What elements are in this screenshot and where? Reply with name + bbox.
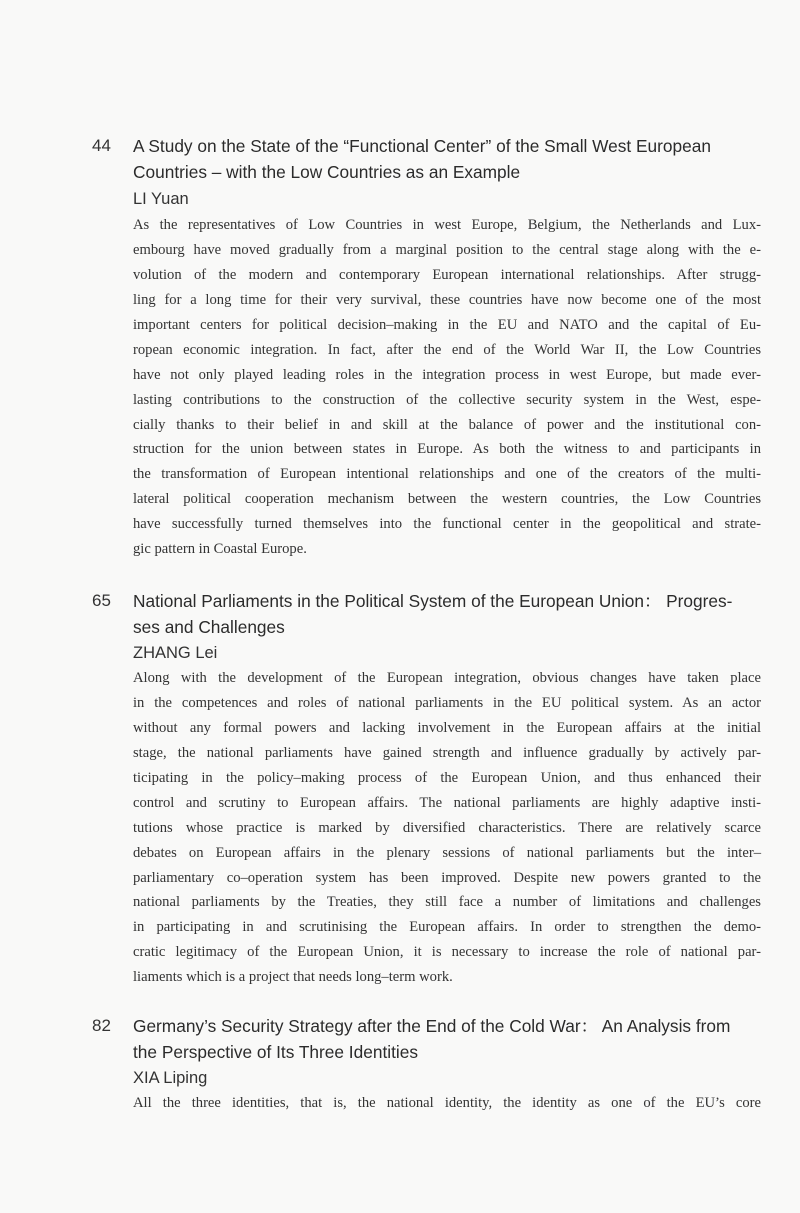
abstract-line: ticipating in the policy–making process of the European Union, and thus enhanced their bbox=[133, 769, 761, 786]
title-line: A Study on the State of the “Functional Center” of the Small West European bbox=[133, 136, 711, 156]
abstract-line: debates on European affairs in the plenary sessions of national parliaments but the inter– bbox=[133, 844, 761, 861]
abstract-line: embourg have moved gradually from a marginal position to the central stage along with the e- bbox=[133, 241, 761, 258]
abstract-line: Along with the development of the European integration, obvious changes have taken place bbox=[133, 670, 761, 686]
entry-page-number: 82 bbox=[92, 1016, 111, 1035]
entry-author: ZHANG Lei bbox=[133, 644, 218, 662]
abstract-line: cratic legitimacy of the European Union, it is necessary to increase the role of national par- bbox=[133, 944, 761, 961]
abstract-line: have successfully turned themselves into the functional center in the geopolitical and strate- bbox=[133, 516, 761, 533]
abstract-line: lateral political cooperation mechanism between the western countries, the Low Countries bbox=[133, 491, 761, 508]
abstract-line: cially thanks to their belief in and skill at the balance of power and the institutional con- bbox=[133, 416, 761, 433]
entry-title bbox=[133, 133, 761, 185]
abstract-line: have not only played leading roles in the integration process in west Europe, but made ever- bbox=[133, 366, 761, 383]
entry-author: XIA Liping bbox=[133, 1069, 208, 1087]
abstract-line: important centers for political decision–making in the EU and NATO and the capital of Eu- bbox=[133, 316, 761, 333]
title-line: the Perspective of Its Three Identities bbox=[133, 1042, 418, 1062]
entry-author: LI Yuan bbox=[133, 190, 189, 208]
title-line: ses and Challenges bbox=[133, 617, 285, 637]
entry-page-number: 44 bbox=[92, 136, 111, 155]
abstract-line: ling for a long time for their very survival, these countries have now become one of the most bbox=[133, 291, 761, 308]
entry-abstract bbox=[133, 213, 761, 562]
abstract-line: in participating in and scrutinising the European affairs. In order to strengthen the demo- bbox=[133, 919, 761, 936]
abstract-line: tutions whose practice is marked by diversified characteristics. There are relatively scarce bbox=[133, 819, 761, 836]
entry-title bbox=[133, 1013, 761, 1065]
abstract-line: in the competences and roles of national parliaments in the EU political system. As an actor bbox=[133, 694, 761, 711]
title-line: Germany’s Security Strategy after the End of the Cold War： An Analysis from bbox=[133, 1016, 731, 1036]
abstract-line: parliamentary co–operation system has been improved. Despite new powers granted to the bbox=[133, 869, 761, 886]
abstract-line: ropean economic integration. In fact, after the end of the World War II, the Low Countries bbox=[133, 341, 761, 358]
abstract-line: stage, the national parliaments have gained strength and influence gradually by actively par- bbox=[133, 744, 761, 761]
abstract-line: national parliaments by the Treaties, they still face a number of limitations and challenges bbox=[133, 894, 761, 911]
abstract-line: As the representatives of Low Countries in west Europe, Belgium, the Netherlands and Lux- bbox=[133, 217, 761, 233]
abstract-line: volution of the modern and contemporary European international relationships. After strugg- bbox=[133, 266, 761, 283]
abstract-line: without any formal powers and lacking involvement in the European affairs at the initial bbox=[133, 719, 761, 736]
entry-title bbox=[133, 588, 761, 640]
abstract-line: gic pattern in Coastal Europe. bbox=[133, 541, 307, 558]
entry-abstract bbox=[133, 1091, 761, 1116]
title-line: Countries – with the Low Countries as an Example bbox=[133, 162, 521, 182]
title-line: National Parliaments in the Political System of the European Union： Progres- bbox=[133, 591, 733, 611]
abstract-line: lasting contributions to the construction of the collective security system in the West, espe- bbox=[133, 391, 761, 408]
entry-page-number: 65 bbox=[92, 591, 111, 610]
entry-abstract bbox=[133, 666, 761, 990]
abstract-line: struction for the union between states in Europe. As both the witness to and participants in bbox=[133, 441, 761, 458]
abstract-line: All the three identities, that is, the national identity, the identity as one of the EU’s core bbox=[133, 1095, 761, 1111]
abstract-line: the transformation of European intentional relationships and one of the creators of the multi- bbox=[133, 466, 761, 483]
abstract-line: liaments which is a project that needs long–term work. bbox=[133, 969, 453, 986]
abstract-line: control and scrutiny to European affairs. The national parliaments are highly adaptive insti- bbox=[133, 794, 761, 811]
